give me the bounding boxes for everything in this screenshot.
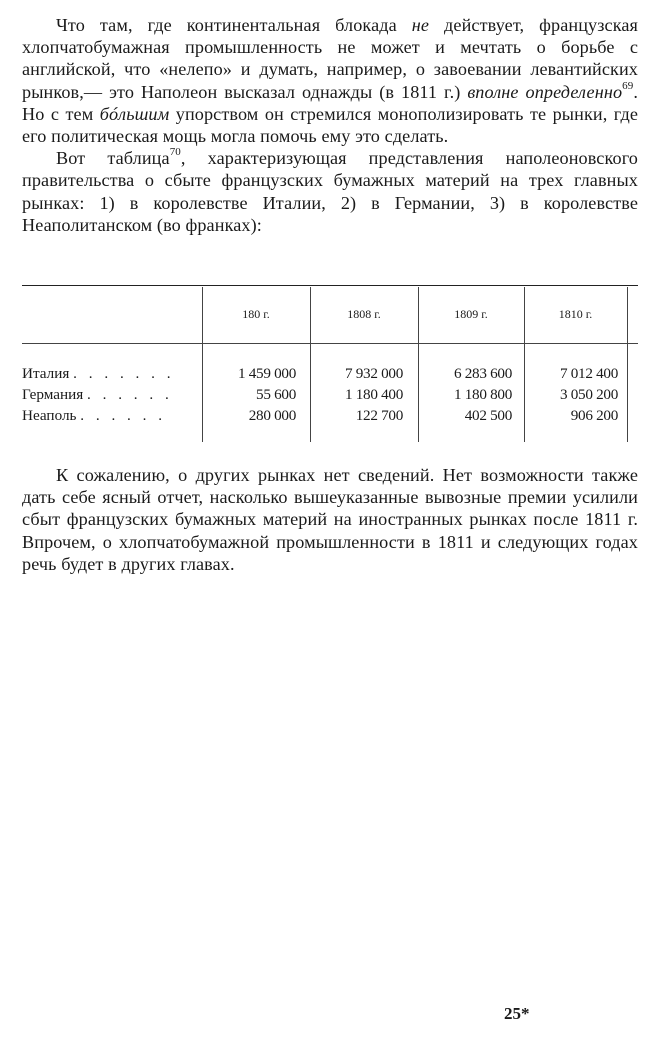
table-header-year-3: 1809 г. xyxy=(454,307,488,321)
table-row xyxy=(22,386,638,407)
text-after-table xyxy=(22,464,638,575)
row-label: Неаполь . . . . . . xyxy=(22,407,167,424)
emphasis-text: бóльшим xyxy=(99,103,170,124)
text-run: Что там, где континентальная блокада xyxy=(56,15,412,35)
table-cell: 1 180 800 xyxy=(453,386,512,403)
table-cell: 7 012 400 xyxy=(559,365,618,382)
table-row xyxy=(22,407,638,428)
table-cell: 7 932 000 xyxy=(344,365,403,382)
table-top-rule xyxy=(22,285,638,286)
table-cell: 3 050 200 xyxy=(559,386,618,403)
text-run: Вот таблица xyxy=(56,148,170,169)
paragraph-3: К сожалению, о других рынках нет сведений. Нет возможности также дать себе ясный отчет, насколько вышеуказанные вывозные премии усилили сбыт французских бумажных материй на иностранных рынках после 1811 г. Впрочем, о хлопчатобумажной промышленности в 1811 и следующих годах речь будет в других главах. xyxy=(22,465,638,574)
table-cell: 280 000 xyxy=(248,407,296,424)
text-run: упорством он стремился монополизировать те рынки, где его политическая мощь могла помочь ему это сделать. xyxy=(22,103,638,147)
table-row xyxy=(22,365,638,386)
table-cell: 6 283 600 xyxy=(453,365,512,382)
paragraph-1 xyxy=(22,14,638,147)
table-cell: 1 459 000 xyxy=(237,365,296,382)
footnote-marker: 69 xyxy=(622,79,634,92)
table-header-year-2: 1808 г. xyxy=(347,307,381,321)
page-number: 25* xyxy=(504,1004,530,1023)
text-run: действует, французская хлопчатобумажная промышленность не может и мечтать о борьбе с английской, что «нелепо» и думать, например, о завоевании левантийских рынков,— это Наполеон высказал однажды (в 1811 г.) xyxy=(22,15,638,102)
table-header-year-4: 1810 г. xyxy=(558,307,593,321)
table-header-year-1: 180 г. xyxy=(242,307,270,321)
table-cell: 1 180 400 xyxy=(344,386,403,403)
row-label: Германия . . . . . . xyxy=(22,386,173,403)
text-before-table xyxy=(22,14,638,236)
table-cell: 402 500 xyxy=(464,407,512,424)
footnote-marker: 70 xyxy=(169,146,181,159)
paragraph-2 xyxy=(22,147,638,236)
row-label: Италия . . . . . . . xyxy=(22,365,175,382)
emphasis-text: вполне определенно xyxy=(467,81,623,102)
table-cell: 906 200 xyxy=(570,407,618,424)
table-cell: 55 600 xyxy=(256,386,296,403)
emphasis-text: не xyxy=(411,15,430,35)
text-run: . Но с тем xyxy=(22,81,638,124)
table-header-rule xyxy=(22,343,638,344)
market-sales-table xyxy=(22,285,638,445)
text-run: , характеризующая представления наполеоновского правительства о сбыте французских бумажных материй на трех главных рынках: 1) в королевстве Италии, 2) в Германии, 3) в королевстве Неаполитанском (во франках): xyxy=(22,148,638,235)
table-cell: 122 700 xyxy=(355,407,403,424)
